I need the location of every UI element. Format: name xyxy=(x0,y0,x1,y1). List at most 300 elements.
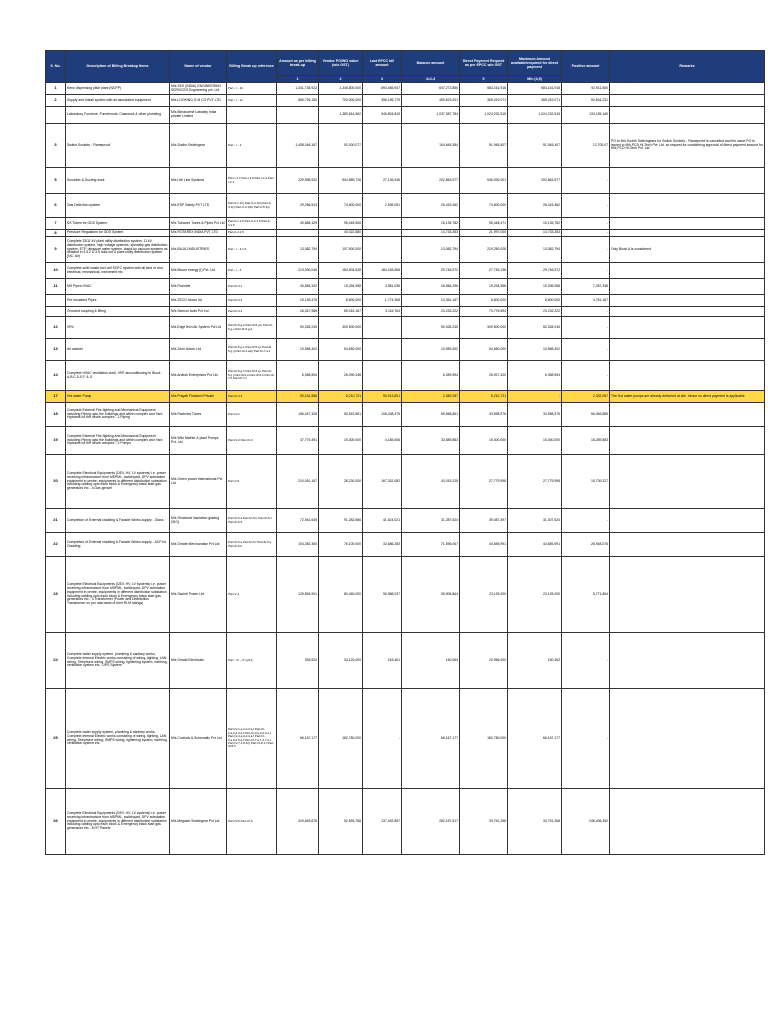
cell-balance: 66,167,177 xyxy=(402,689,460,789)
cell-po-value: 107,500,000 xyxy=(319,237,363,263)
table-row xyxy=(46,789,765,855)
cell-sno: 25 xyxy=(46,689,66,789)
cell-direct-request: 15,300,000 xyxy=(460,427,508,455)
cell-direct-request: 39,087,497 xyxy=(460,509,508,533)
cell-positive: - xyxy=(562,263,610,279)
cell-remarks xyxy=(610,83,765,95)
cell-description: Complete 33/11 kV plant utility distribution system, 11 kV distribution system, high voltage systems, specialty gas distribution system, ETP, ultrapure water system, stand-by vacuum systems as detailed in 3.4.2 & 3.5 hold-out & plant utility distribution system (NC, Air) xyxy=(66,237,170,263)
cell-max-amount: 31,307,624 xyxy=(508,509,562,533)
cell-max-amount: 50,328,245 xyxy=(508,317,562,339)
cell-balance: 50,328,245 xyxy=(402,317,460,339)
cell-positive: 2,332,087 xyxy=(562,391,610,403)
cell-positive: 248,406,352 xyxy=(562,789,610,855)
cell-direct-request: 33,751,268 xyxy=(460,789,508,855)
cell-positive: - xyxy=(562,307,610,317)
cell-amount: 30,565,332 xyxy=(277,279,319,295)
cell-ref: Part-III-5.e Part-III-5.f Part-III-5.g Part-III-5.h xyxy=(227,533,277,557)
cell-vendor: M/s Bloom energy (I) Pvt. Ltd xyxy=(170,263,227,279)
cell-positive: 15,739,227 xyxy=(562,455,610,509)
cell-description: Scrubber & Ducting work xyxy=(66,168,170,194)
cell-ref: Part-III-5.g.e Part-III-5.g.f Part-III-5.g.g Part-III-4.a(ii) Part-III-7.a.ii xyxy=(227,339,277,361)
subheader-1: 1 xyxy=(277,76,319,83)
subheader-4: 4=1-3 xyxy=(402,76,460,83)
cell-remarks xyxy=(610,427,765,455)
cell-description: Supply and Install system with all associated equipment xyxy=(66,95,170,107)
table-row xyxy=(46,317,765,339)
cell-balance: 2,382,087 xyxy=(402,391,460,403)
cell-direct-request: 20,956,000 xyxy=(460,633,508,689)
table-body xyxy=(46,83,765,855)
cell-balance: 459,523,001 xyxy=(402,95,460,107)
cell-amount: 1,341,738,922 xyxy=(277,83,319,95)
cell-positive: - xyxy=(562,230,610,237)
cell-po-value: 91,282,566 xyxy=(319,509,363,533)
cell-sno: 19 xyxy=(46,427,66,455)
cell-positive: - xyxy=(562,339,610,361)
cell-vendor: M/s Fluenble xyxy=(170,279,227,295)
cell-po-value: 184,904,528 xyxy=(319,263,363,279)
cell-remarks xyxy=(610,230,765,237)
cell-last-bill: 184,183,568 xyxy=(363,263,402,279)
table-row xyxy=(46,263,765,279)
cell-balance: 282,157,617 xyxy=(402,789,460,855)
cell-description: Air washer xyxy=(66,339,170,361)
cell-po-value: 8,600,000 xyxy=(319,295,363,307)
cell-description: Complete Electrical Equipments (DEV, HV, LV systems) i.e. power receiving infrastructure from MSPML, switchyard, DPV substation equipment in centre, equipments in different distribution substation including cabling upto each block & Emergency black start gas generators etc - 5.HT Panels xyxy=(66,789,170,855)
table-row xyxy=(46,107,765,124)
cell-remarks: PO to M/s Sudhir Switchgears for Switch Sockets - Flameproof is cancelled and the same PO is issued to M/s PCD Hi-Tech Pvt. Ltd. so request for considering approval of direct payment amount for M/s PCD Hi-Tech Pvt. Ltd xyxy=(610,124,765,168)
cell-po-value: 700,000,000 xyxy=(319,95,363,107)
cell-remarks xyxy=(610,689,765,789)
cell-last-bill: 3,981,036 xyxy=(363,279,402,295)
cell-description: Laboratory Furniture, Fumehoods, Casework & other plumbing xyxy=(66,107,170,124)
cell-ref: Part-II-4.1.5 xyxy=(227,230,277,237)
cell-vendor: M/s Omabi Electricals xyxy=(170,633,227,689)
cell-balance: 14,733,353 xyxy=(402,230,460,237)
cell-ref: Part - I - 1c xyxy=(227,95,277,107)
header-vendor: Name of vendor xyxy=(170,51,227,83)
cell-positive: 92,911,560 xyxy=(562,83,610,95)
cell-remarks xyxy=(610,509,765,533)
cell-remarks xyxy=(610,557,765,633)
cell-ref: Part-II-1.1(i) Part-II-2.1(ii) Part-II-3.1(i) Part-II-4.1(iii) Part-II-5.1(i) xyxy=(227,194,277,218)
cell-po-value: 34,120,000 xyxy=(319,633,363,689)
cell-balance: 23,232,222 xyxy=(402,307,460,317)
cell-max-amount: 10,558,402 xyxy=(508,339,562,361)
cell-vendor: M/s Wilo Mather & plant Pumps Pvt. Ltd xyxy=(170,427,227,455)
cell-amount: 50,328,245 xyxy=(277,317,319,339)
table-row xyxy=(46,83,765,95)
cell-direct-request: 91,945,407 xyxy=(460,124,508,168)
cell-amount: 125,894,901 xyxy=(277,557,319,633)
cell-direct-request: 27,745,138 xyxy=(460,263,508,279)
cell-vendor: M/s ESP Safety PVT LTD xyxy=(170,194,227,218)
cell-ref: Part-III-3.3 xyxy=(227,307,277,317)
cell-max-amount: 202,863,577 xyxy=(508,168,562,194)
table-row xyxy=(46,124,765,168)
table-row xyxy=(46,168,765,194)
cell-positive: 18,289,883 xyxy=(562,427,610,455)
cell-description: Pressure Regulators for ODS System xyxy=(66,230,170,237)
cell-ref: Part-IV-1 xyxy=(227,403,277,427)
table-row xyxy=(46,391,765,403)
cell-last-bill: 3,115,764 xyxy=(363,307,402,317)
cell-sno: 7 xyxy=(46,218,66,230)
cell-description: Complete water supply system, plumbing & sanitary works, Complete Internal Electric works consisting of wiring, lighting, LAN wiring, Telephone wiring, SMPS wiring, lightening system, earthing, ventilation system etc - UPS System xyxy=(66,633,170,689)
cell-positive: - xyxy=(562,218,610,230)
cell-vendor: M/s SES (INDIA) ENGINEERING SERVICES Engineering pvt. Ltd. xyxy=(170,83,227,95)
cell-balance: 13,082,794 xyxy=(402,237,460,263)
table-row xyxy=(46,95,765,107)
cell-description: Complete HVAC ventilation work, VRF airconditioning to Block A,B,C,D,E,F & G xyxy=(66,361,170,391)
cell-po-value: 19,294,958 xyxy=(319,279,363,295)
cell-last-bill: 137,492,857 xyxy=(363,789,402,855)
cell-last-bill: 2,935,051 xyxy=(363,194,402,218)
cell-ref: Part-V-5 xyxy=(227,455,277,509)
cell-last-bill: 41,624,021 xyxy=(363,509,402,533)
header-direct-request: Direct Payment Request as per EPCC w/o GST xyxy=(460,51,508,76)
cell-remarks: The Hot water pumps are already delivered at site. hence no direct payment is applicable xyxy=(610,391,765,403)
cell-amount: 49,868,129 xyxy=(277,218,319,230)
cell-vendor: M/s Seecon tools Pvt Ltd xyxy=(170,307,227,317)
cell-positive: 7,287,338 xyxy=(562,279,610,295)
cell-last-bill: 1,774,308 xyxy=(363,295,402,307)
cell-sno: 6 xyxy=(46,194,66,218)
cell-vendor: M/s Life Line Systems xyxy=(170,168,227,194)
cell-description: Hot water Pump xyxy=(66,391,170,403)
cell-amount: 393,524 xyxy=(277,633,319,689)
cell-positive: 4,761,167 xyxy=(562,295,610,307)
cell-max-amount: 583,161,918 xyxy=(508,83,562,95)
cell-vendor: M/s Tubacex Tubes & Pipes Pvt Ltd xyxy=(170,218,227,230)
cell-max-amount: 13,082,794 xyxy=(508,237,562,263)
cell-sno: 11 xyxy=(46,279,66,295)
cell-ref: Part-IV-2 Part-IV-3 xyxy=(227,427,277,455)
cell-balance: 150,063 xyxy=(402,633,460,689)
cell-balance: 31,287,624 xyxy=(402,509,460,533)
cell-direct-request: 25,927,420 xyxy=(460,361,508,391)
cell-po-value: 5,210,721 xyxy=(319,391,363,403)
cell-last-bill: 27,135,345 xyxy=(363,168,402,194)
cell-amount: 104,282,350 xyxy=(277,533,319,557)
table-row xyxy=(46,218,765,230)
cell-ref: Part-I-1.7 Part-I-1.8 Part-I-1.9 Part-I-2.1 xyxy=(227,168,277,194)
cell-last-bill: 106,438,475 xyxy=(363,403,402,427)
header-remarks: Remarks xyxy=(610,51,765,83)
cell-direct-request: 73,776,594 xyxy=(460,307,508,317)
cell-direct-request: 583,161,918 xyxy=(460,83,508,95)
cell-vendor: M/s ROTAREX INDIA PVT LTD xyxy=(170,230,227,237)
cell-last-bill: - xyxy=(363,689,402,789)
cell-ref: Part-III-5.a Part-III-5.b Part-III-5.c Part-III-5.d xyxy=(227,509,277,533)
cell-po-value: 182,780,000 xyxy=(319,689,363,789)
cell-po-value: 95,445,506 xyxy=(319,218,363,230)
cell-remarks xyxy=(610,317,765,339)
cell-sno: 24 xyxy=(46,633,66,689)
cell-balance: 104,645,384 xyxy=(402,124,460,168)
cell-po-value: 40,022,880 xyxy=(319,230,363,237)
cell-po-value: 309,500,000 xyxy=(319,317,363,339)
cell-balance: 15,135,782 xyxy=(402,218,460,230)
cell-ref xyxy=(227,107,277,124)
cell-max-amount: 6,358,594 xyxy=(508,361,562,391)
cell-direct-request: 33,598,976 xyxy=(460,403,508,427)
cell-description: Complete External Fire-fighting and Mechanical Equipment including Piping upto the buildings and within complex and Yard Hydrants for the whole complex - 1.Piping xyxy=(66,403,170,427)
cell-ref: Part - I - 4 xyxy=(227,263,277,279)
spreadsheet xyxy=(45,50,764,1000)
cell-amount: 66,167,177 xyxy=(277,689,319,789)
cell-max-amount: 33,751,268 xyxy=(508,789,562,855)
cell-last-bill: 96,988,037 xyxy=(363,557,402,633)
table-row xyxy=(46,295,765,307)
cell-remarks xyxy=(610,533,765,557)
cell-description: MS Pipes HVAC xyxy=(66,279,170,295)
cell-remarks xyxy=(610,218,765,230)
subheader-3: 3 xyxy=(363,76,402,83)
cell-ref: Part-II-1.1.5 Part-II-2.1.5 Part-II-3.1.5 xyxy=(227,218,277,230)
cell-balance: 647,272,880 xyxy=(402,83,460,95)
table-row xyxy=(46,509,765,533)
cell-po-value: 1,345,800,000 xyxy=(319,83,363,95)
header-positive: Positive amount xyxy=(562,51,610,83)
cell-vendor: M/s ZECO Aircon ltd xyxy=(170,295,227,307)
cell-max-amount: 91,945,407 xyxy=(508,124,562,168)
cell-po-value: 28,230,000 xyxy=(319,455,363,509)
cell-vendor: M/s Controls & Schematic Pvt Ltd xyxy=(170,689,227,789)
cell-amount: 6,358,594 xyxy=(277,361,319,391)
cell-sno xyxy=(46,307,66,317)
cell-positive: - xyxy=(562,633,610,689)
cell-po-value: 52,593,768 xyxy=(319,789,363,855)
cell-po-value: 15,300,000 xyxy=(319,427,363,455)
table-row xyxy=(46,194,765,218)
cell-description: Complete water supply system, plumbing & sanitary works, Complete Internal Electric works consisting of wiring, lighting, LAN wiring, Telephone wiring, SMPS wiring, lightening system, earthing, ventilation system etc. xyxy=(66,689,170,789)
cell-ref: Part - I - 2 xyxy=(227,124,277,168)
table-row xyxy=(46,427,765,455)
cell-balance: 13,361,167 xyxy=(402,295,460,307)
cell-description: Completion of External cladding & Facade Works-supply - Glass xyxy=(66,509,170,533)
cell-remarks xyxy=(610,168,765,194)
cell-description: Complete solid waste fuel cell SOFC system with all kind of civil, electrical, mechanical, instrument etc xyxy=(66,263,170,279)
cell-remarks xyxy=(610,789,765,855)
cell-max-amount: - xyxy=(508,391,562,403)
cell-max-amount: 369,019,071 xyxy=(508,95,562,107)
table-row xyxy=(46,307,765,317)
cell-vendor: M/s Green power international Pvt Ltd xyxy=(170,455,227,509)
cell-max-amount: 23,125,000 xyxy=(508,557,562,633)
cell-sno: 5 xyxy=(46,168,66,194)
cell-ref: Part-III-3.1 xyxy=(227,279,277,295)
cell-direct-request: 219,250,028 xyxy=(460,237,508,263)
cell-ref: Part - I - 1b xyxy=(227,83,277,95)
table-row xyxy=(46,339,765,361)
cell-po-value: 64,650,000 xyxy=(319,339,363,361)
cell-positive: 5,771,864 xyxy=(562,557,610,633)
cell-direct-request: 27,779,998 xyxy=(460,455,508,509)
header-ref: Billing Break up reference xyxy=(227,51,277,83)
cell-amount: 419,649,678 xyxy=(277,789,319,855)
cell-sno: 8 xyxy=(46,230,66,237)
cell-last-bill xyxy=(363,339,402,361)
cell-vendor: M/s Structural Insulation glazing (SIG) xyxy=(170,509,227,533)
cell-po-value: 69,016,167 xyxy=(319,307,363,317)
cell-balance: 33,589,883 xyxy=(402,427,460,455)
cell-remarks xyxy=(610,455,765,509)
cell-description: Keno dispensing pillar plant (NCPP) xyxy=(66,83,170,95)
cell-sno: 17 xyxy=(46,391,66,403)
cell-amount: 90,151,888 xyxy=(277,391,319,403)
cell-amount: 72,941,645 xyxy=(277,509,319,533)
cell-last-bill: 345,804,819 xyxy=(363,107,402,124)
cell-sno: 23 xyxy=(46,557,66,633)
cell-direct-request: 309,500,000 xyxy=(460,317,508,339)
cell-remarks xyxy=(610,633,765,689)
cell-sno: 21 xyxy=(46,509,66,533)
cell-last-bill: 694,465,947 xyxy=(363,83,402,95)
cell-ref: Part-III-5.g.h Part-III-5.g.i Part-III-5.g.j Part-III-6.a Part-III-6.b Part-III-7.b Part-III-7.c xyxy=(227,361,277,391)
subheader-2: 2 xyxy=(319,76,363,83)
cell-balance: 202,863,577 xyxy=(402,168,460,194)
cell-remarks xyxy=(610,107,765,124)
cell-last-bill: 243,461 xyxy=(363,633,402,689)
cell-ref: Part - IV - (7.1j,8.j) xyxy=(227,633,277,689)
subheader-6: Min (4,5) xyxy=(508,76,562,83)
table-row xyxy=(46,230,765,237)
cell-amount xyxy=(277,230,319,237)
cell-sno xyxy=(46,107,66,124)
cell-balance: 89,568,861 xyxy=(402,403,460,427)
cell-vendor: M/s Sudhir Switchgear xyxy=(170,124,227,168)
cell-amount: 1,458,048,167 xyxy=(277,124,319,168)
cell-amount: 37,775,491 xyxy=(277,427,319,455)
cell-ref: Part-III-3.2 xyxy=(227,295,277,307)
header-po-value: Vendor PO/WO value (w/o GST) xyxy=(319,51,363,76)
cell-direct-request: 19,294,958 xyxy=(460,279,508,295)
cell-sno: 20 xyxy=(46,455,66,509)
cell-positive: - xyxy=(562,194,610,218)
cell-last-bill xyxy=(363,317,402,339)
cell-max-amount: 26,415,462 xyxy=(508,194,562,218)
cell-remarks xyxy=(610,95,765,107)
cell-sno: 10 xyxy=(46,263,66,279)
cell-max-amount: 150,363 xyxy=(508,633,562,689)
cell-po-value: 80,460,000 xyxy=(319,557,363,633)
cell-direct-request: 182,780,000 xyxy=(460,689,508,789)
cell-direct-request: 74,600,000 xyxy=(460,194,508,218)
cell-description: Complete Electrical Equipments (DEV, HV, LV systems) i.e. power receiving infrastructure from MSPML, switchyard, DPV substation equipment in centre, equipments in different distribution substation including cabling upto each block & Emergency black start gas generators etc - 4.Gas genset xyxy=(66,455,170,509)
cell-vendor: M/s Ardesh Enterprises Pvt Ltd xyxy=(170,361,227,391)
cell-po-value: 26,090,248 xyxy=(319,361,363,391)
cell-ref: Part-III-5.g.a Part-III-5.g.b Part-III-5.g.c Part-III-5.g.d xyxy=(227,317,277,339)
table-row xyxy=(46,557,765,633)
cell-direct-request: 64,650,000 xyxy=(460,339,508,361)
cell-vendor: M/s Megasin Switchgear Pvt Ltd xyxy=(170,789,227,855)
cell-vendor: M/s Zeco Aircon Ltd xyxy=(170,339,227,361)
cell-description: Completion of External cladding & Facade Works-supply - ACP for Cladding xyxy=(66,533,170,557)
cell-balance: 28,906,864 xyxy=(402,557,460,633)
table-header xyxy=(46,51,765,83)
cell-direct-request: 21,997,000 xyxy=(460,230,508,237)
cell-description: Pre Insulated Pipes xyxy=(66,295,170,307)
cell-positive: 26,948,076 xyxy=(562,533,610,557)
cell-sno: 3 xyxy=(46,124,66,168)
cell-balance: 26,415,462 xyxy=(402,194,460,218)
cell-sno: 14 xyxy=(46,361,66,391)
cell-positive: 56,069,885 xyxy=(562,403,610,427)
cell-direct-request: 8,600,000 xyxy=(460,295,508,307)
cell-positive: - xyxy=(562,689,610,789)
cell-vendor: M/s Prayati Flowtech Private xyxy=(170,391,227,403)
cell-ref: Part - I - 3.1.5 xyxy=(227,237,277,263)
header-description: Description of Billing Breakup Items xyxy=(66,51,170,83)
cell-max-amount: 27,779,998 xyxy=(508,455,562,509)
cell-ref: Part-IV-5 Part-IV-6 xyxy=(227,789,277,855)
cell-sno: 12 xyxy=(46,317,66,339)
cell-direct-request: 95,448,471 xyxy=(460,218,508,230)
cell-max-amount: 44,655,991 xyxy=(508,533,562,557)
cell-amount xyxy=(277,107,319,124)
cell-description: VRV xyxy=(66,317,170,339)
cell-last-bill xyxy=(363,237,402,263)
table-row xyxy=(46,403,765,427)
cell-amount: 855,726,180 xyxy=(277,95,319,107)
cell-direct-request: 5,210,721 xyxy=(460,391,508,403)
cell-max-amount: 23,232,222 xyxy=(508,307,562,317)
cell-description: SS Tubes for ODS System xyxy=(66,218,170,230)
cell-balance: 6,359,594 xyxy=(402,361,460,391)
cell-positive: - xyxy=(562,237,610,263)
cell-positive: 90,504,231 xyxy=(562,95,610,107)
cell-po-value: 76,100,000 xyxy=(319,533,363,557)
cell-balance: 10,559,402 xyxy=(402,339,460,361)
cell-sno: 18 xyxy=(46,403,66,427)
cell-positive: - xyxy=(562,509,610,533)
cell-direct-request: 546,930,001 xyxy=(460,168,508,194)
cell-vendor: M/s Ravindra Tubes xyxy=(170,403,227,427)
header-max-amount: Maximum Amount available/required for direct payment xyxy=(508,51,562,76)
cell-last-bill xyxy=(363,361,402,391)
table-row xyxy=(46,455,765,509)
cell-remarks xyxy=(610,263,765,279)
cell-amount: 213,930,046 xyxy=(277,263,319,279)
cell-balance: 43,019,225 xyxy=(402,455,460,509)
cell-po-value: 1,389,814,562 xyxy=(319,107,363,124)
cell-amount: 29,256,513 xyxy=(277,194,319,218)
cell-description: Switch Sockets - Flameproof xyxy=(66,124,170,168)
cell-max-amount: 29,746,972 xyxy=(508,263,562,279)
cell-last-bill: 396,196,779 xyxy=(363,95,402,107)
cell-balance: 1,037,387,784 xyxy=(402,107,460,124)
cell-amount: 26,347,986 xyxy=(277,307,319,317)
cell-last-bill xyxy=(363,218,402,230)
cell-remarks xyxy=(610,339,765,361)
cell-description: Grooved coupling & fitting xyxy=(66,307,170,317)
cell-vendor: M/s LOOKING G M CO PVT LTD xyxy=(170,95,227,107)
cell-last-bill xyxy=(363,124,402,168)
cell-vendor: M/s BAJAJ INDUSTRIES xyxy=(170,237,227,263)
table-row xyxy=(46,279,765,295)
cell-description: Complete Electrical Equipments (DEV, HV, LV systems) i.e. power receiving infrastructure from MSPML, switchyard, DPV substation equipment in centre, equipments in different distribution substation including cabling upto each block & Emergency black start gas generators etc - 3.Transformer (Power and Distribution Transformer on pro rata basis of their RLM ratings) xyxy=(66,557,170,633)
cell-positive: - xyxy=(562,317,610,339)
table-row xyxy=(46,533,765,557)
cell-sno: 26 xyxy=(46,789,66,855)
cell-max-amount: 33,598,976 xyxy=(508,403,562,427)
cell-amount: 210,051,167 xyxy=(277,455,319,509)
cell-sno xyxy=(46,295,66,307)
cell-direct-request: 1,024,232,515 xyxy=(460,107,508,124)
table-row xyxy=(46,361,765,391)
cell-remarks xyxy=(610,194,765,218)
